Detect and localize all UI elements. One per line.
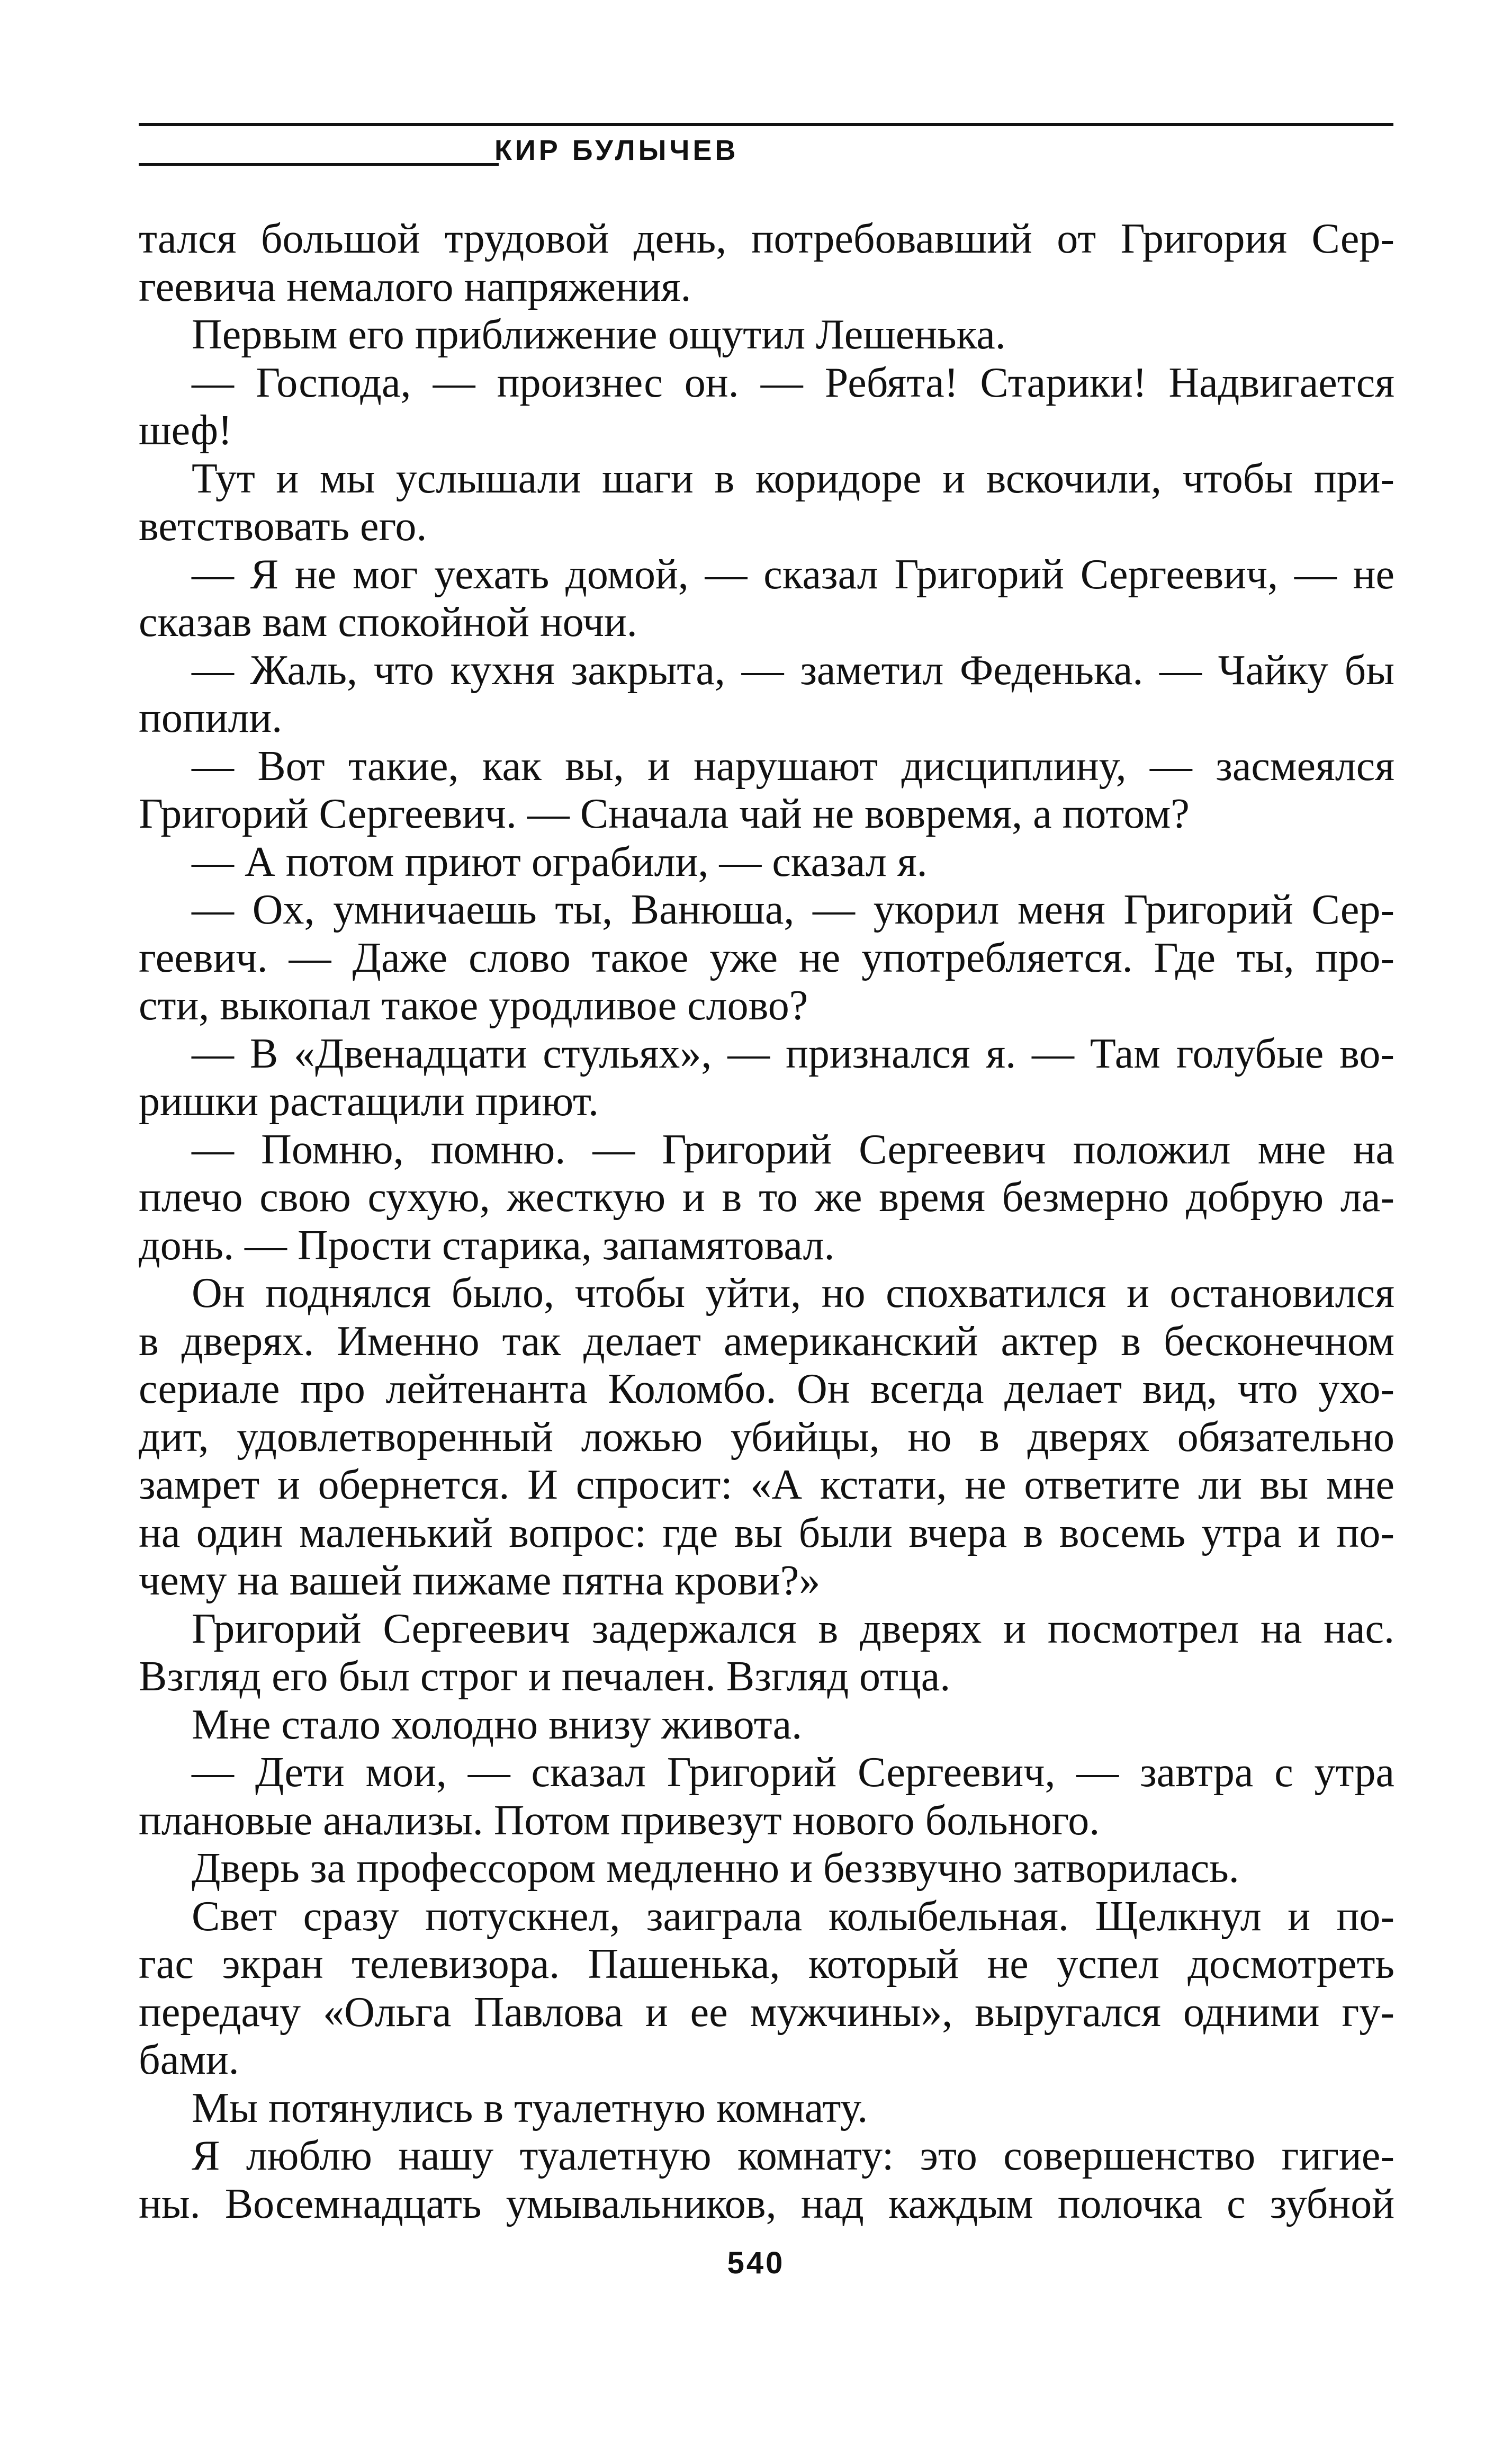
paragraph: [139, 742, 1394, 838]
paragraph: [139, 359, 1394, 455]
text-line: шеф!: [139, 407, 232, 454]
text-line: донь. — Прости старика, запамятовал.: [139, 1222, 835, 1269]
text-line: — А потом приют ограбили, — сказал я.: [192, 838, 928, 885]
page-number: 540: [727, 2246, 785, 2280]
text-line: Мне стало холодно внизу живота.: [192, 1701, 803, 1748]
paragraph: [139, 886, 1394, 1030]
text-line: тался большой трудовой день, потребовавший от Григория Сер-: [139, 216, 1394, 262]
text-line: — Господа, — произнес он. — Ребята! Старики! Надвигается: [192, 359, 1394, 406]
text-line: Григорий Сергеевич. — Сначала чай не вовремя, а потом?: [139, 791, 1190, 837]
text-line: ны. Восемнадцать умывальников, над каждым полочка с зубной: [139, 2180, 1394, 2227]
paragraph: [139, 311, 1394, 359]
text-line: дит, удовлетворенный ложью убийцы, но в дверях обязательно: [139, 1413, 1394, 1461]
text-line: сериале про лейтенанта Коломбо. Он всегда делает вид, что ухо-: [139, 1366, 1394, 1412]
text-line: — Я не мог уехать домой, — сказал Григорий Сергеевич, — не: [192, 551, 1394, 598]
running-header: [139, 130, 774, 173]
text-line: геевич. — Даже слово такое уже не употребляется. Где ты, про-: [139, 934, 1394, 981]
text-line: Взгляд его был строг и печален. Взгляд отца.: [139, 1653, 951, 1700]
text-line: Григорий Сергеевич задержался в дверях и посмотрел на нас.: [192, 1605, 1394, 1652]
paragraph: [139, 1749, 1394, 1844]
paragraph: [139, 455, 1394, 551]
paragraph: [139, 1605, 1394, 1701]
body-text: [139, 215, 1394, 2228]
paragraph: [139, 1030, 1394, 1126]
text-line: передачу «Ольга Павлова и ее мужчины», выругался одними гу-: [139, 1988, 1394, 2036]
text-line: — Ох, умничаешь ты, Ванюша, — укорил меня Григорий Сер-: [192, 886, 1394, 933]
text-line: сказав вам спокойной ночи.: [139, 599, 637, 646]
paragraph: [139, 1701, 1394, 1749]
text-line: Он поднялся было, чтобы уйти, но спохватился и остановился: [192, 1270, 1394, 1316]
header-underline: [139, 163, 499, 166]
text-line: плечо свою сухую, жесткую и в то же время безмерно добрую ла-: [139, 1174, 1394, 1221]
paragraph: [139, 838, 1394, 886]
text-line: — Дети мои, — сказал Григорий Сергеевич, — завтра с утра: [192, 1749, 1394, 1796]
text-line: гас экран телевизора. Пашенька, который не успел досмотреть: [139, 1941, 1394, 1987]
text-line: ришки растащили приют.: [139, 1078, 599, 1125]
text-line: бами.: [139, 2037, 239, 2083]
text-line: замрет и обернется. И спросит: «А кстати, не ответите ли вы мне: [139, 1462, 1394, 1508]
text-line: Первым его приближение ощутил Лешенька.: [192, 311, 1006, 358]
running-title: КИР БУЛЫЧЕВ: [494, 135, 739, 166]
paragraph: [139, 1269, 1394, 1605]
text-line: плановые анализы. Потом привезут нового больного.: [139, 1797, 1100, 1844]
text-line: сти, выкопал такое уродливое слово?: [139, 982, 808, 1029]
text-line: Дверь за профессором медленно и беззвучно затворилась.: [192, 1845, 1239, 1892]
text-line: геевича немалого напряжения.: [139, 263, 691, 310]
paragraph: [139, 1844, 1394, 1893]
header-rule: [139, 123, 1393, 126]
paragraph: [139, 647, 1394, 742]
paragraph: [139, 2132, 1394, 2228]
text-line: чему на вашей пижаме пятна крови?»: [139, 1557, 821, 1604]
text-line: — Помню, помню. — Григорий Сергеевич положил мне на: [192, 1126, 1394, 1173]
text-line: Свет сразу потускнел, заиграла колыбельная. Щелкнул и по-: [192, 1893, 1394, 1940]
text-line: ветствовать его.: [139, 503, 427, 550]
text-line: Я люблю нашу туалетную комнату: это совершенство гигие-: [192, 2133, 1394, 2179]
text-line: на один маленький вопрос: где вы были вчера в восемь утра и по-: [139, 1509, 1394, 1556]
paragraph: [139, 1893, 1394, 2084]
text-line: — Жаль, что кухня закрыта, — заметил Феденька. — Чайку бы: [192, 647, 1394, 694]
text-line: в дверях. Именно так делает американский актер в бесконечном: [139, 1318, 1394, 1365]
text-line: — В «Двенадцати стульях», — признался я. — Там голубые во-: [192, 1030, 1394, 1077]
text-line: Мы потянулись в туалетную комнату.: [192, 2084, 868, 2131]
text-line: Тут и мы услышали шаги в коридоре и вскочили, чтобы при-: [192, 455, 1394, 502]
paragraph: [139, 2084, 1394, 2133]
paragraph: [139, 551, 1394, 647]
text-line: попили.: [139, 695, 283, 741]
paragraph: [139, 215, 1394, 311]
text-line: — Вот такие, как вы, и нарушают дисциплину, — засмеялся: [192, 742, 1394, 790]
paragraph: [139, 1126, 1394, 1270]
